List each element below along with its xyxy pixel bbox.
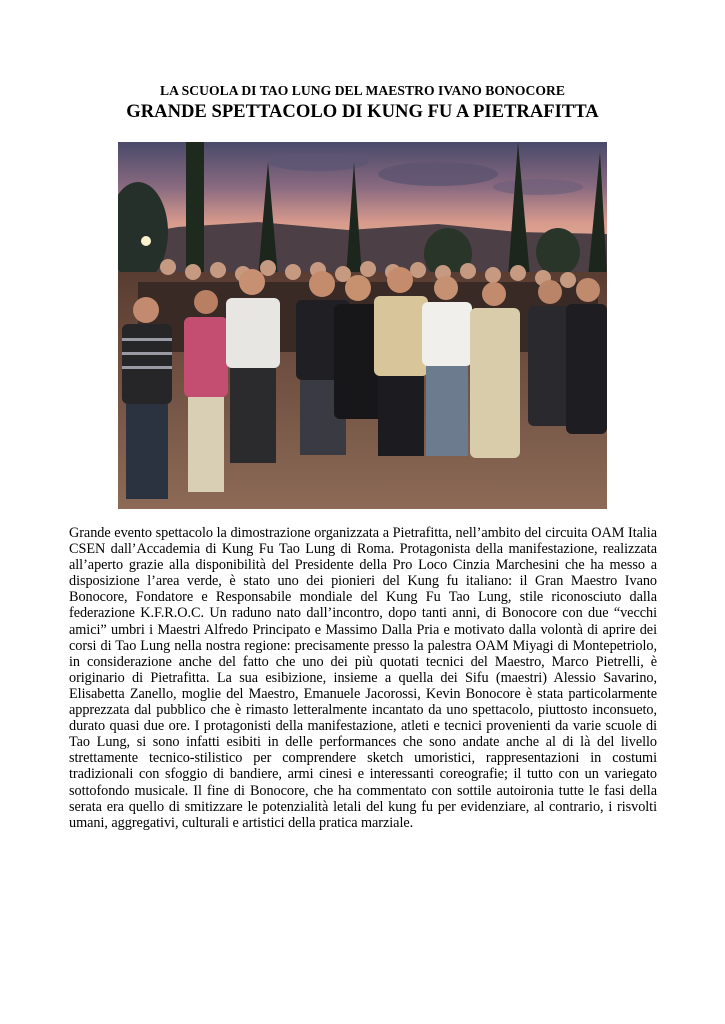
article-body: Grande evento spettacolo la dimostrazione organizzata a Pietrafitta, nell’ambito del circuita OAM Italia CSEN dall’Accademia di Kung Fu Tao Lung di Roma. Protagonista della manifestazione, realizzata all’aperto grazie alla disponibilità del Presidente della Pro Loco Cinzia Marchesini che ha messo a disposizione l’area verde, è stato uno dei pionieri del Kung fu italiano: il Gran Maestro Ivano Bonocore, Fondatore e Responsabile mondiale del Kung Fu Tao Lung, stile riconosciuto dalla federazione K.F.R.O.C. Un raduno nato dall’incontro, dopo tanti anni, di Bonocore con due “vecchi amici” umbri i Maestri Alfredo Principato e Massimo Dalla Pria e motivato dalla volontà di aprire dei corsi di Tao Lung nella nostra regione: precisamente presso la palestra OAM Miyagi di Montepetriolo, in considerazione anche del fatto che uno dei più quotati tecnici del Maestro, Marco Pietrelli, è originario di Pietrafitta. La sua esibizione, insieme a quella dei Sifu (maestri) Alessio Savarino, Elisabetta Zanello, moglie del Maestro, Emanuele Jacorossi, Kevin Bonocore è stata particolarmente apprezzata dal pubblico che è rimasto letteralmente incantato da uno spettacolo, piuttosto inconsueto, durato quasi due ore. I protagonisti della manifestazione, atleti e tecnici provenienti da varie scuole di Tao Lung, si sono infatti esibiti in delle performances che sono andate anche al di là del livello strettamente tecnico-stilistico per comprendere sketch umoristici, rappresentazioni in costumi tradizionali con sfoggio di bandiere, armi cinesi e interessanti coreografie; il tutto con un variegato sottofondo musicale. Il fine di Bonocore, che ha commentato con sottile autoironia tutte le fasi della serata era quello di smitizzare le potenzialità letali del kung fu per evidenziare, al contrario, i risvolti umani, aggregativi, culturali e artistici della pratica marziale. [69,525,657,831]
group-photo-illustration [118,142,607,509]
page-header [0,82,725,124]
page-title: GRANDE SPETTACOLO DI KUNG FU A PIETRAFITTA [126,101,599,122]
header-kicker: LA SCUOLA DI TAO LUNG DEL MAESTRO IVANO BONOCORE [159,83,565,98]
group-photo [118,142,607,509]
